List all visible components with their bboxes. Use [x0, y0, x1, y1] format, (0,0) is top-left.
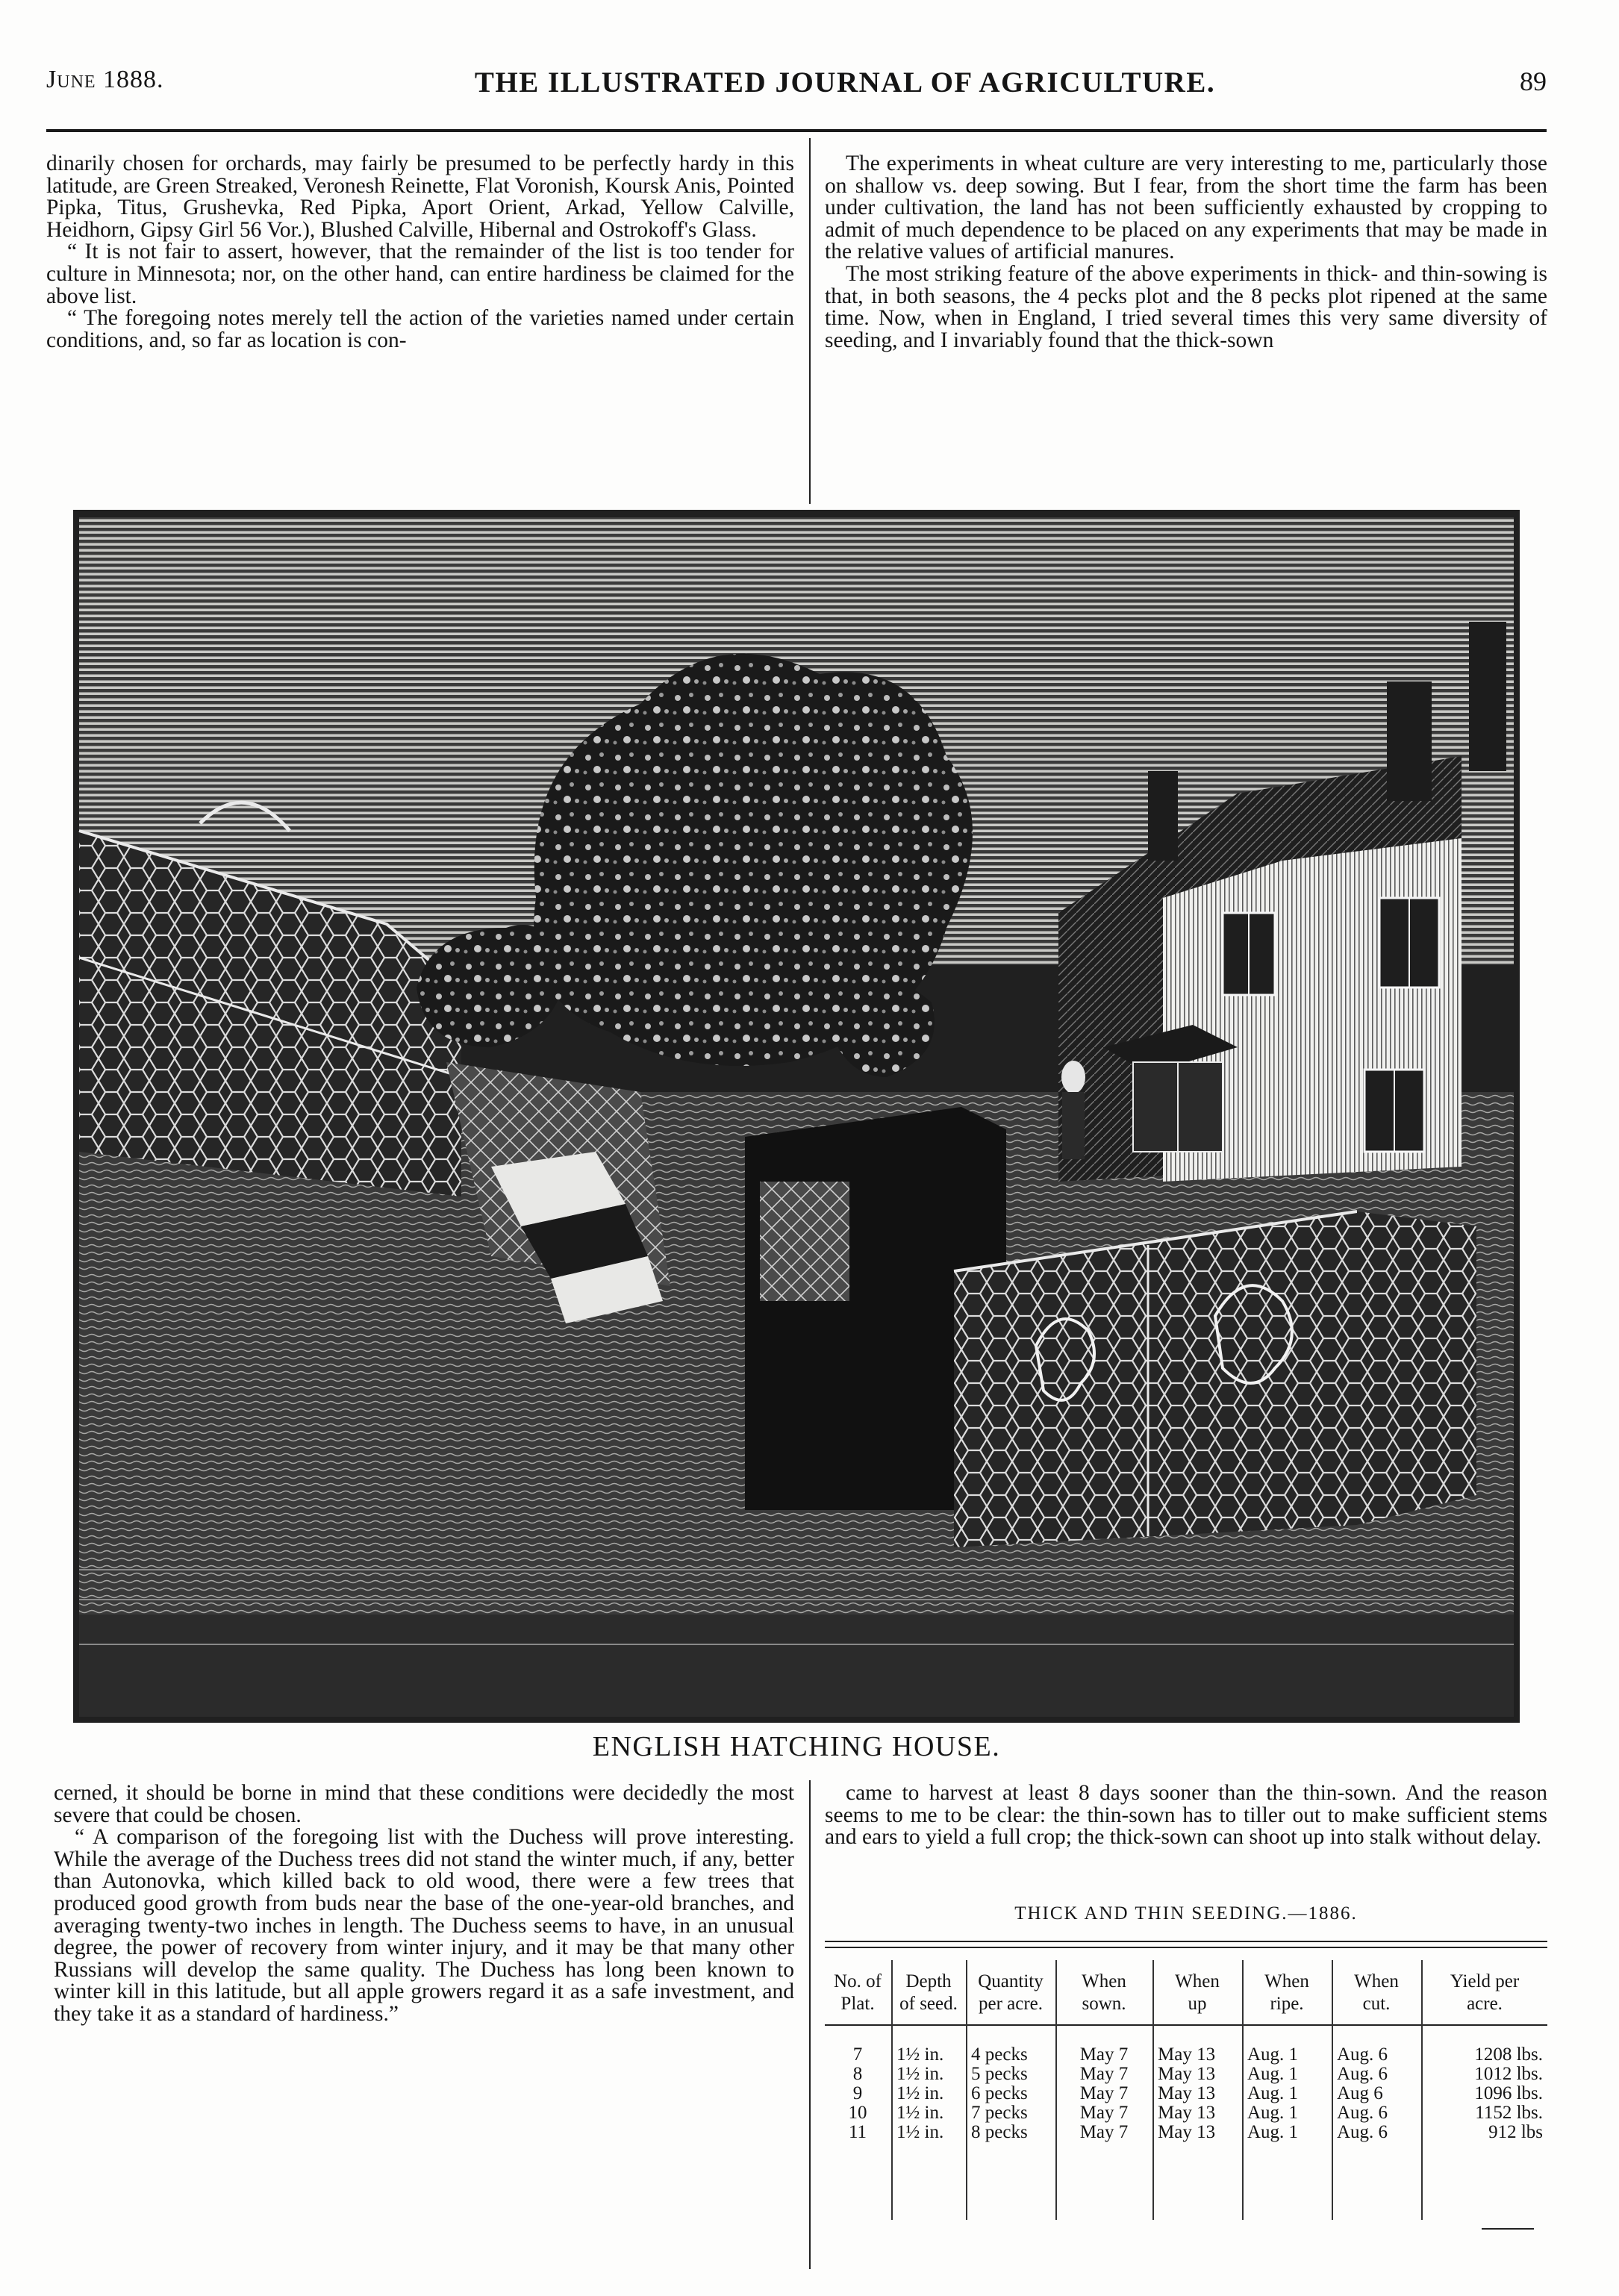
table-cell: 1208 lbs. — [1474, 2044, 1543, 2065]
column-header-line: of seed. — [899, 1994, 958, 2014]
table-cell: 1012 lbs. — [1474, 2064, 1543, 2084]
column-header-line: sown. — [1082, 1994, 1126, 2014]
table-cell: Aug. 6 — [1337, 2103, 1388, 2123]
journal-title: THE ILLUSTRATED JOURNAL OF AGRICULTURE. — [474, 66, 1216, 99]
table-column-header — [1153, 1971, 1241, 2015]
hatching-house-engraving — [73, 510, 1520, 1723]
column-header-line: When — [1354, 1971, 1399, 1991]
table-cell: 1½ in. — [896, 2064, 944, 2084]
table-cell: 6 pecks — [971, 2083, 1028, 2103]
column-header-line: When — [1175, 1971, 1220, 1991]
table-cell: 8 — [852, 2064, 863, 2084]
table-cell: 1½ in. — [896, 2103, 944, 2123]
table-cell: May 7 — [1079, 2122, 1129, 2142]
paragraph: dinarily chosen for orchards, may fairly be presumed to be perfectly hardy in this latitude, are Green Streaked, Veronesh Reinette, Flat Voronish, Koursk Anis, Pointed Pipka, Titus, Grushevka, Red Pipka, Aport Orient, Arkad, Yellow Calville, Heidhorn, Gipsy Girl 56 Vor.), Blushed Calville, Hibernal and Ostrokoff's Glass. — [46, 152, 794, 242]
table-cell: Aug. 6 — [1337, 2044, 1388, 2065]
paragraph: The most striking feature of the above experiments in thick- and thin-sowing is that, in both seasons, the 4 pecks plot and the 8 pecks plot ripened at the same time. Now, when in England, I tried several times this very same diversity of seeding, and I invariably found that the thick-sown — [825, 261, 1547, 352]
table-column-header — [892, 1971, 965, 2015]
table-cell: 11 — [848, 2122, 867, 2142]
table-cell: May 7 — [1079, 2064, 1129, 2084]
table-cell: Aug. 1 — [1247, 2122, 1299, 2142]
table-cell: Aug. 1 — [1247, 2064, 1299, 2084]
table-cell: May 7 — [1079, 2044, 1129, 2065]
paragraph: “ It is not fair to assert, however, that the remainder of the list is too tender for culture in Minnesota; nor, on the other hand, can entire hardiness be claimed for the above list. — [46, 240, 794, 308]
column-header-line: per acre. — [978, 1994, 1044, 2014]
table-end-rule — [1482, 2228, 1534, 2230]
table-column-header — [1056, 1971, 1152, 2015]
table-top-rule — [825, 1941, 1547, 1942]
table-cell: 7 — [852, 2044, 863, 2065]
table-cell: Aug. 1 — [1247, 2083, 1299, 2103]
column-header-line: When — [1082, 1971, 1126, 1991]
table-header-rule — [825, 2024, 1547, 2026]
table-title: THICK AND THIN SEEDING.—1886. — [1014, 1903, 1358, 1924]
table-cell: Aug. 1 — [1247, 2103, 1299, 2123]
column-header-line: Quantity — [978, 1971, 1044, 1991]
table-cell: Aug 6 — [1337, 2083, 1383, 2103]
paragraph: The experiments in wheat culture are very interesting to me, particularly those on shallow vs. deep sowing. But I fear, from the short time the farm has been under cultivation, the land has not been sufficiently exhausted by cropping to admit of much dependence to be placed on any experiments that may be made in the relative values of artificial manures. — [825, 152, 1547, 264]
table-column-header — [1422, 1971, 1547, 2015]
column-header-line: Yield per — [1450, 1971, 1520, 1991]
paragraph: “ A comparison of the foregoing list with the Duchess will prove interesting. While the average of the Duchess trees did not stand the winter much, if any, better than Autonovka, which killed back to old wood, there were a few trees that produced good growth from buds near the base of the one-year-old branches, and averaging twenty-two inches in length. The Duchess seems to have, in an unusual degree, the power of recovery from winter injury, and it may be that many other Russians will develop the same quality. The Duchess has long been known to winter kill in this latitude, but all apple growers regard it as a safe investment, and they take it as a standard of hardiness.” — [54, 1825, 794, 2026]
table-top-rule — [825, 1947, 1547, 1948]
page-number: 89 — [1520, 66, 1547, 96]
paragraph: came to harvest at least 8 days sooner than the thin-sown. And the reason seems to me to be clear: the thin-sown has to tiller out to make sufficient stems and ears to yield a full crop; the thick-sown can shoot up into stalk without delay. — [825, 1781, 1547, 1850]
column-header-line: Depth — [905, 1971, 952, 1991]
header-rule — [46, 129, 1547, 132]
table-cell: May 13 — [1158, 2044, 1216, 2065]
table-column-header — [1332, 1971, 1420, 2015]
table-cell: May 13 — [1158, 2122, 1216, 2142]
table-cell: 9 — [852, 2083, 863, 2103]
paragraph: cerned, it should be borne in mind that these conditions were decidedly the most severe that could be chosen. — [54, 1781, 794, 1827]
column-header-line: When — [1264, 1971, 1309, 1991]
table-column-header — [825, 1971, 890, 2015]
table-cell: 1152 lbs. — [1475, 2103, 1543, 2123]
table-cell: 1½ in. — [896, 2122, 944, 2142]
column-header-line: acre. — [1467, 1994, 1503, 2014]
table-cell: 4 pecks — [971, 2044, 1028, 2065]
column-header-line: ripe. — [1270, 1994, 1304, 2014]
table-cell: 912 lbs — [1488, 2122, 1543, 2142]
column-header-line: Plat. — [840, 1994, 875, 2014]
figure-caption: ENGLISH HATCHING HOUSE. — [592, 1731, 1001, 1762]
table-cell: 1½ in. — [896, 2044, 944, 2065]
table-cell: 7 pecks — [971, 2103, 1028, 2123]
column-divider — [809, 138, 811, 504]
running-head — [46, 61, 1547, 106]
table-cell: May 7 — [1079, 2083, 1129, 2103]
paragraph: “ The foregoing notes merely tell the action of the varieties named under certain conditions, and, so far as location is con- — [46, 306, 794, 352]
table-cell: May 13 — [1158, 2064, 1216, 2084]
table-column-header — [1243, 1971, 1331, 2015]
table-cell: Aug. 1 — [1247, 2044, 1299, 2065]
bottom-right-column — [825, 1782, 1547, 1849]
table-cell: 5 pecks — [971, 2064, 1028, 2084]
table-cell: Aug. 6 — [1337, 2122, 1388, 2142]
top-right-column — [825, 153, 1547, 352]
issue-date: June 1888. — [46, 66, 164, 93]
table-cell: Aug. 6 — [1337, 2064, 1388, 2084]
table-column-header — [967, 1971, 1055, 2015]
table-cell: 10 — [848, 2103, 867, 2123]
table-cell: May 7 — [1079, 2103, 1129, 2123]
column-header-line: No. of — [834, 1971, 882, 1991]
column-header-line: up — [1188, 1994, 1207, 2014]
table-cell: May 13 — [1158, 2083, 1216, 2103]
column-divider — [809, 1780, 811, 2269]
table-cell: May 13 — [1158, 2103, 1216, 2123]
table-cell: 1½ in. — [896, 2083, 944, 2103]
bottom-left-column — [54, 1782, 794, 2026]
table-cell: 1096 lbs. — [1474, 2083, 1543, 2103]
top-left-column — [46, 153, 794, 352]
column-header-line: cut. — [1362, 1994, 1391, 2014]
table-cell: 8 pecks — [971, 2122, 1028, 2142]
